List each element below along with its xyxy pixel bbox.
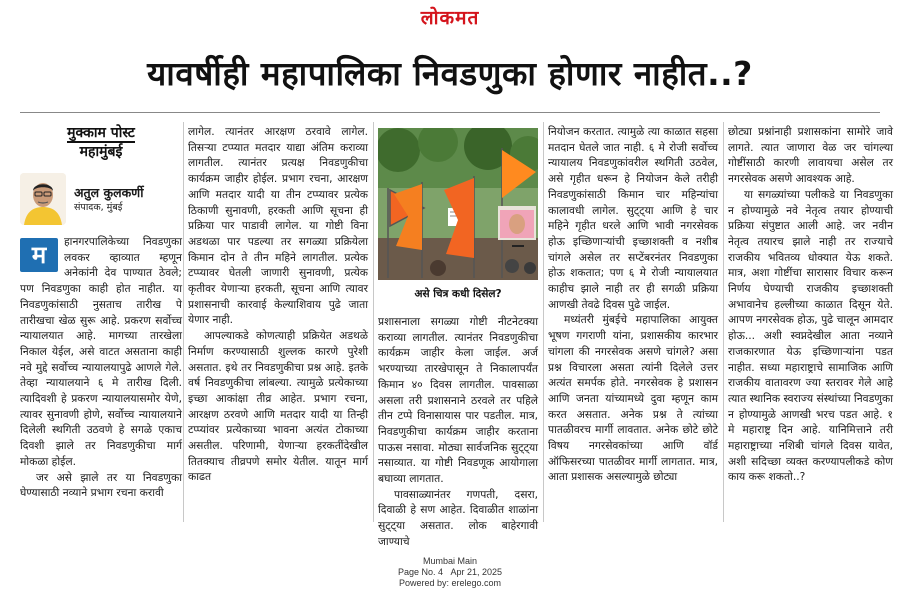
article-paragraph: प्रशासनाला सगळ्या गोष्टी नीटनेटक्या कराव्या लागतील. त्यानंतर निवडणुकीचा कार्यक्रम जाहीर केला जाईल. अर्ज भरण्याच्या तारखेपासून ते निकालापर्यंत किमान ४० दिवस लागतील. पावसाळा असला तरी प्रशासनाने ठरवले तर पहिले तीन टप्पे विनासायास पार पडतील. मात्र, निवडणुकीचा कार्यक्रम जाहीर करताना पाऊस नसावा. मोठ्या सार्वजनिक सुट्ट्या नसाव्यात. या गोष्टी निवडणूक आयोगाला बघाव्या लागतात.: [378, 315, 538, 486]
page-number: Page No. 4: [397, 567, 443, 577]
article-paragraph: लागेल. त्यानंतर आरक्षण ठरवावे लागेल. तिसऱ्या टप्प्यात मतदार याद्या अंतिम कराव्या लागतील. त्यानंतर प्रत्यक्ष निवडणुकीचा कार्यक्रम जाहीर होईल. प्रभाग रचना, आरक्षण आणि मतदार यादी या तीन टप्प्यावर प्रत्येक ठिकाणी सुनावणी, हरकती आणि सूचना ही प्रक्रिया पार पाडावी लागेल. या गोष्टी विना अडथळा पार पडल्या तर सगळ्या प्रक्रियेला किमान दोन ते तीन महिने लागतील. प्रत्येक टप्प्यावर घेतली जाणारी सुनावणी, प्रत्येक कृतीवर येणाऱ्या हरकती, सूचना आणि त्यावर प्रशासनाची कारवाई केल्याशिवाय पुढे जाता येणार नाही.: [188, 125, 368, 327]
column-divider: [183, 122, 184, 522]
author-role: संपादक, मुंबई: [74, 201, 123, 213]
column-divider: [723, 122, 724, 522]
article-paragraph: छोट्या प्रश्नांनाही प्रशासकांना सामोरे जावे लागते. त्यात जाणारा वेळ जर चांगल्या गोष्टींसाठी कारणी लावायचा असेल तर नगरसेवक असणे आवश्यक आहे.: [728, 125, 893, 186]
author-name: अतुल कुलकर्णी: [74, 184, 144, 200]
article-paragraph: म हानगरपालिकेच्या निवडणुका लवकर व्हाव्यात म्हणून अनेकांनी देव पाण्यात ठेवले; पण निवडणुका काही होत नाहीत. या निवडणुकांसाठी नुसताच तारीख पे तारीखचा खेळ सुरू आहे. प्रकरण सर्वोच्च न्यायालयात आहे. मागच्या तारखेला निकाल येईल, असे वाटत असताना काही नवे मुद्दे सर्वोच्च न्यायालयापुढे आणले गेले. तेव्हा न्यायालयाने ६ मे तारीख दिली. त्यादिवशी हे प्रकरण न्यायालयासमोर येणे, त्यावर सुनावणी होणे, सर्वोच्च न्यायालयाने दिलेली स्थगिती उठवणे हे सगळे एकाच दिवशी झाले तर निवडणुकीचा मार्ग मोकळा होईल.: [20, 235, 182, 468]
article-paragraph: आपल्याकडे कोणत्याही प्रक्रियेत अडथळे निर्माण करण्यासाठी शुल्लक कारणे पुरेशी असतात. इथे तर निवडणुकीचा प्रश्न आहे. इतके वर्ष निवडणुकीचा लांबल्या. त्यामुळे प्रत्येकाच्या इच्छा आकांक्षा तीव्र आहेत. प्रभाग रचना, आरक्षण ठरवणे आणि मतदार यादी या तिन्ही टप्प्यांवर प्रत्येकाच्या भावना अत्यंत टोकाच्या असतील. परिणामी, येणाऱ्या हरकतींदेखील तितक्याच तीव्रपणे समोर येतील. यातून मार्ग काढत: [188, 329, 368, 484]
article-column-4: [548, 124, 718, 485]
photo-caption: असे चित्र कधी दिसेल?: [414, 288, 502, 300]
column-divider: [373, 122, 374, 522]
kicker-line-1: मुक्काम पोस्ट: [67, 125, 135, 141]
kicker-line-2: महामुंबई: [79, 144, 123, 160]
publish-date: Apr 21, 2025: [450, 567, 503, 577]
article-paragraph: मध्यंतरी मुंबईचे महापालिका आयुक्त भूषण गगराणी यांना, प्रशासकीय कारभार चांगला की नगरसेवक असणे चांगले? असा प्रश्न विचारला असता त्यांनी दिलेले उत्तर अत्यंत समर्पक होते. नगरसेवक हे प्रशासन आणि जनता यांच्यामध्ये दुवा म्हणून काम करत असतात. अनेक प्रश्न ते त्यांच्या पातळीवरच मार्गी लावतात. अनेक छोटे छोटे विषय नगरसेवकांच्या आणि वॉर्ड ऑफिसरच्या पातळीवर मार्गी लागतात. मात्र, आता प्रशासक असल्यामुळे छोट्या: [548, 313, 718, 484]
article-column-5: [728, 124, 893, 485]
article-headline: यावर्षीही महापालिका निवडणुका होणार नाहीत..?: [147, 54, 753, 93]
rally-flags-photo: [378, 128, 538, 280]
newspaper-masthead: [0, 4, 900, 30]
article-paragraph: जर असे झाले तर या निवडणुका घेण्यासाठी नव्याने प्रभाग रचना करावी: [20, 470, 182, 500]
powered-by: Powered by: erelego.com: [398, 578, 502, 588]
masthead-logo: लोकमत: [420, 7, 480, 29]
article-column-1: [20, 124, 182, 501]
author-byline: [20, 168, 182, 230]
page-info: [0, 567, 900, 578]
article-column-2: [188, 124, 368, 485]
column-divider: [543, 122, 544, 522]
article-column-3: [378, 124, 538, 550]
page-footer: [0, 556, 900, 589]
article-paragraph: या सगळ्यांच्या पलीकडे या निवडणुका न होण्यामुळे नवे नेतृत्व तयार होण्याची प्रक्रिया संपुष्टात आली आहे. जर नवीन नेतृत्व तयारच झाले नाही तर राज्याचे राजकीय भवितव्य धोक्यात येऊ शकते. मात्र, अशा गोष्टींचा सारासार विचार करून निर्णय घेण्याची राजकीय इच्छाशक्ती अभावानेच हल्लीच्या काळात दिसून येते. आपण नगरसेवक होऊ, पुढे चालून आमदार होऊ... अशी स्वप्नदेखील आता नव्याने राजकारणात येऊ इच्छिणाऱ्यांना पडत नाहीत. सध्या महाराष्ट्राचे सामाजिक आणि राजकीय वातावरण ज्या स्तरावर गेले आहे त्यात स्थानिक स्वराज्य संस्थांच्या निवडणुका न होण्यामुळे आणखी भरच पडत आहे. १ मे महाराष्ट्र दिन आहे. यानिमित्ताने तरी महाराष्ट्राच्या नशिबी चांगले दिवस यावेत, अशी सदिच्छा व्यक्त करण्यापलीकडे कोण काय करू शकतो..?: [728, 187, 893, 484]
column-kicker: [20, 124, 182, 162]
author-photo: [20, 173, 66, 225]
drop-cap: म: [20, 238, 58, 272]
article-paragraph: पावसाळ्यानंतर गणपती, दसरा, दिवाळी हे सण आहेत. दिवाळीत शाळांना सुट्ट्या असतात. लोक बाहेरगावी जाण्याचे: [378, 487, 538, 548]
edition-label: Mumbai Main: [422, 556, 478, 566]
headline-divider: [20, 112, 880, 113]
article-paragraph: नियोजन करतात. त्यामुळे त्या काळात सहसा मतदान घेतले जात नाही. ६ मे रोजी सर्वोच्च न्यायालय निवडणुकांवरील स्थगिती उठवेल, असे गृहीत धरून हे नियोजन केले तरीही निवडणुकांसाठी किमान चार महिन्यांचा कालावधी लागेल. सुट्ट्या आणि हे चार महिने गृहीत धरले आणि भावी नगरसेवक होऊ इच्छिणाऱ्यांची इच्छाशक्ती व नशीब चांगले असेल तर सप्टेंबरनंतर निवडणुका होऊ शकतात; पण ६ मे रोजी न्यायालयात काहीच झाले नाही तर ही सगळी प्रक्रिया आणखी तेवढे दिवस पुढे जाईल.: [548, 125, 718, 311]
